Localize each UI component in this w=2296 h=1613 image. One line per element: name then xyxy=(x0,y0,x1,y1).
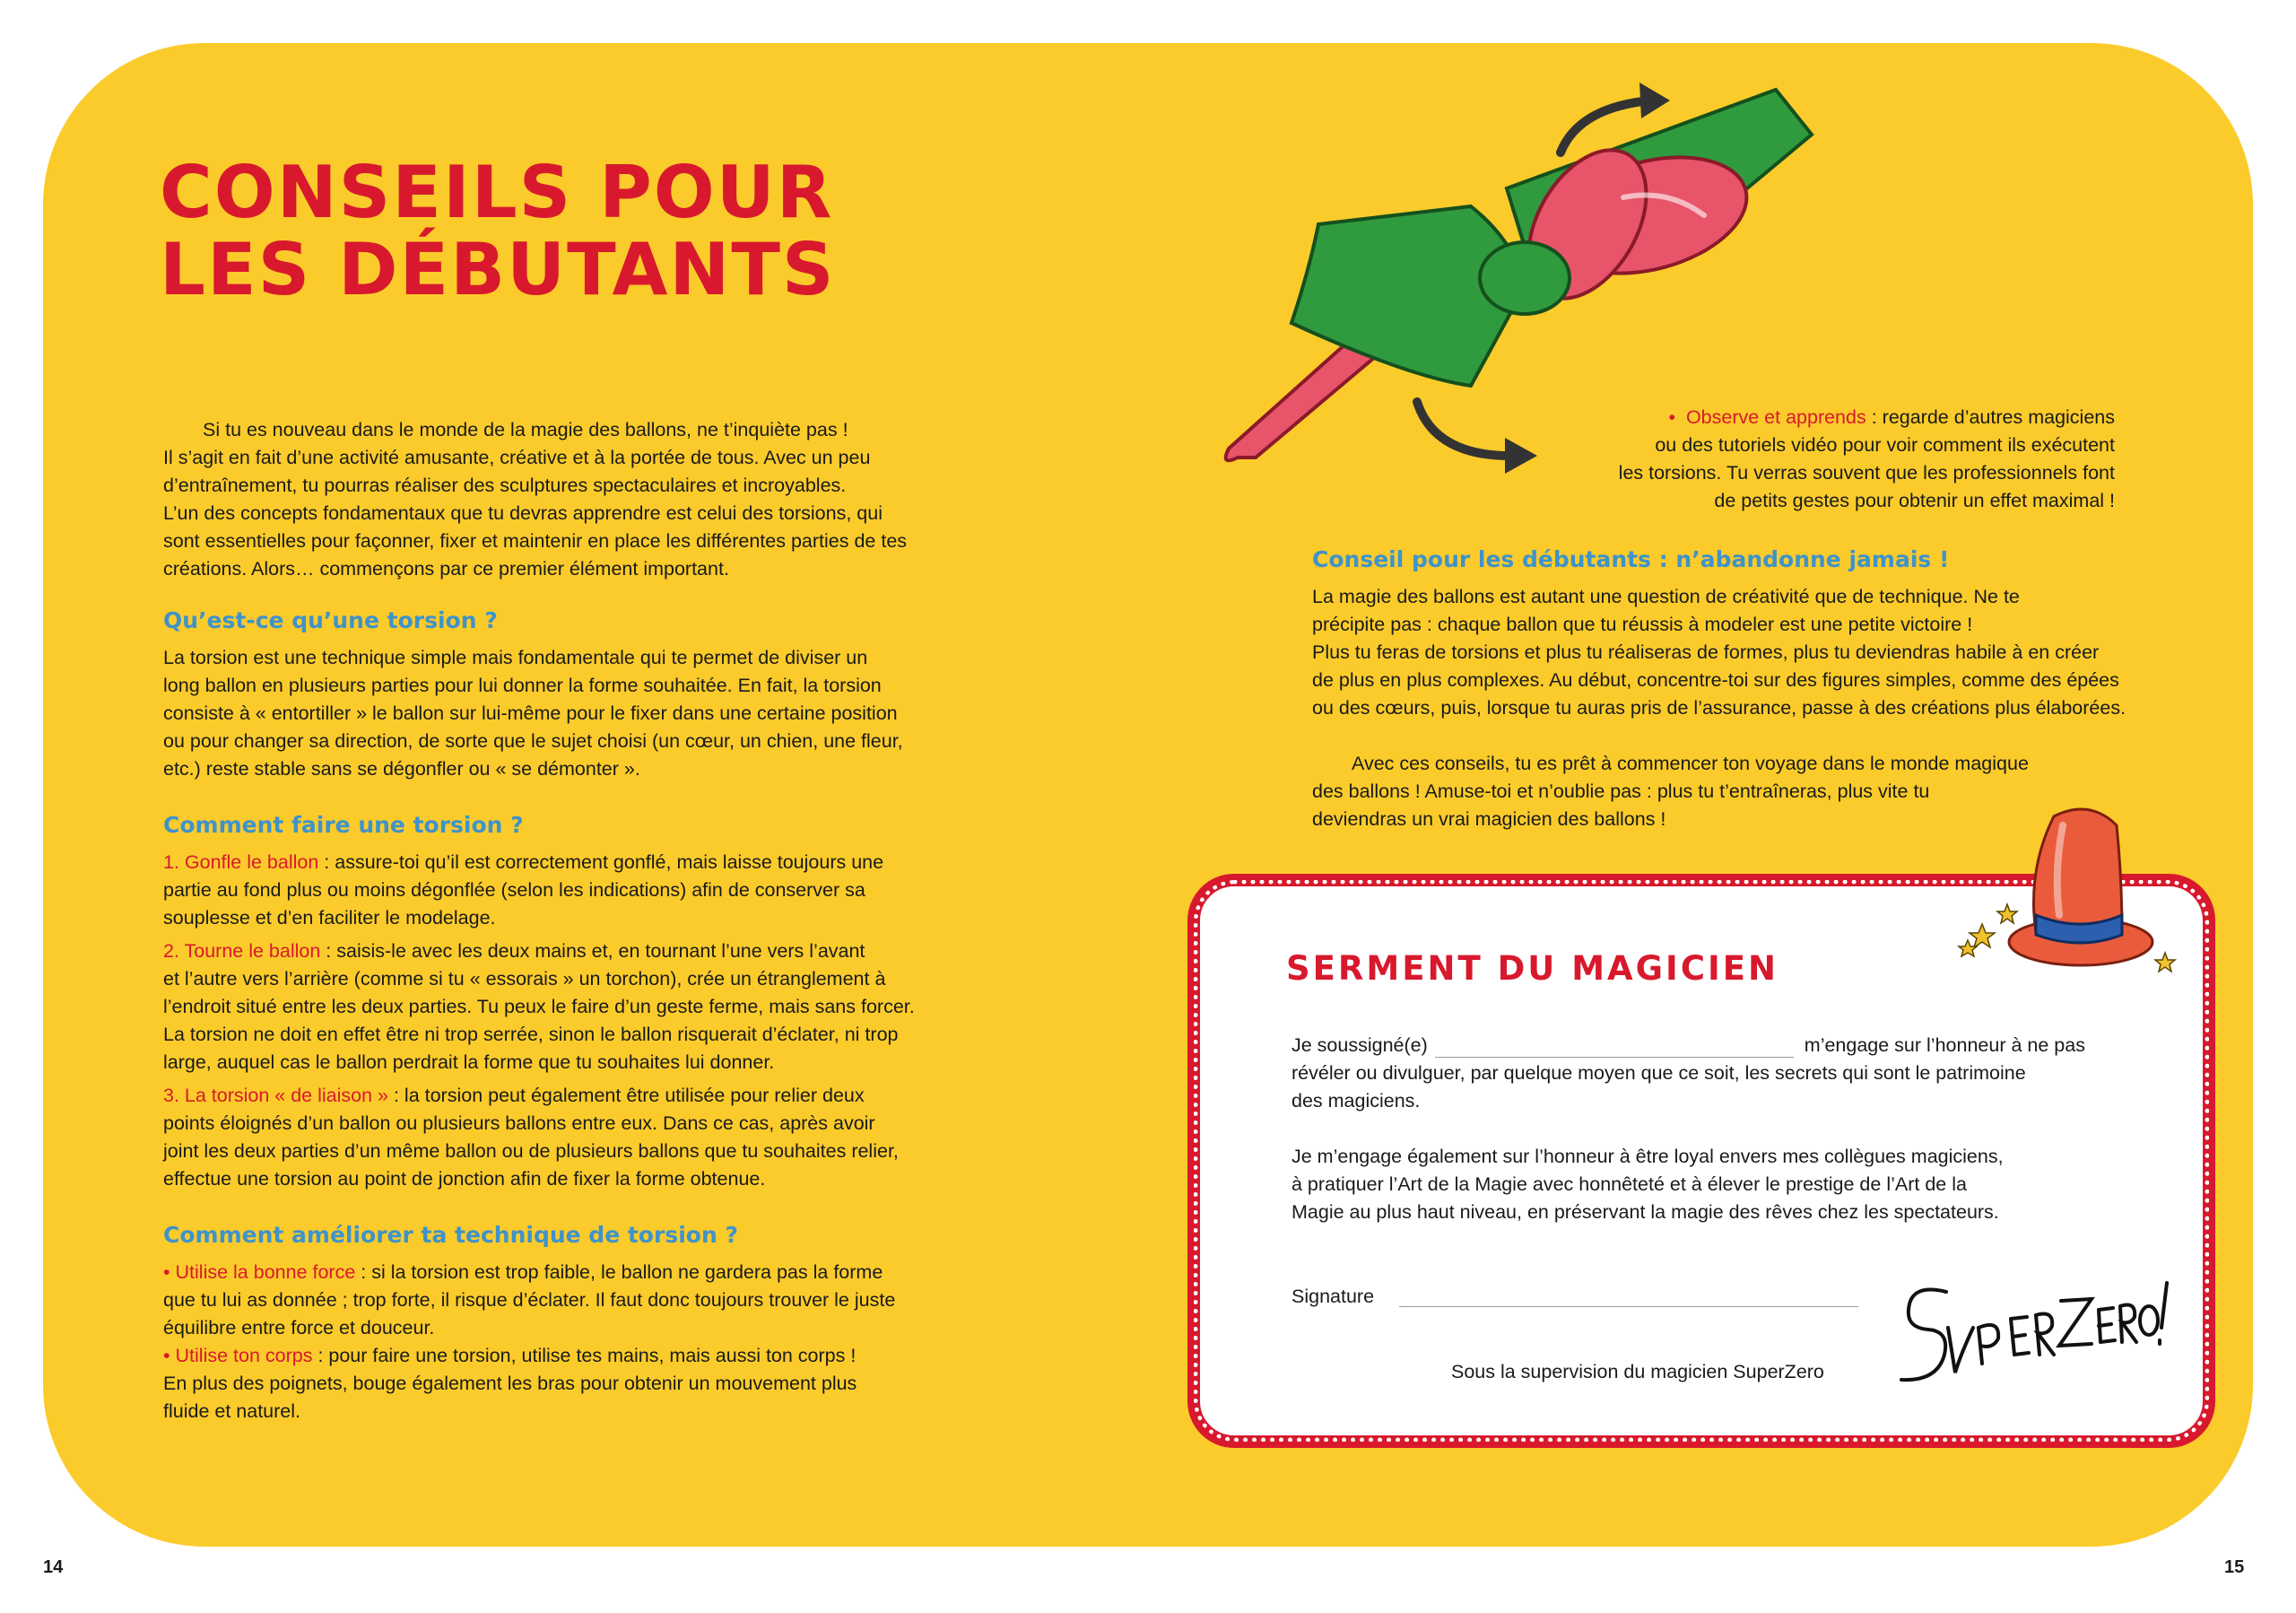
body-line: partie au fond plus ou moins dégonflée (selon les indications) afin de conserver sa xyxy=(163,879,865,901)
body-line: équilibre entre force et douceur. xyxy=(163,1317,435,1338)
page-number-right: 15 xyxy=(2224,1557,2245,1577)
body-line: etc.) reste stable sans se dégonfler ou « se démonter ». xyxy=(163,758,640,780)
oath-line: révéler ou divulguer, par quelque moyen que ce soit, les secrets qui sont le patrimoine xyxy=(1292,1062,2026,1084)
intro-line: Il s’agit en fait d’une activité amusante, créative et à la portée de tous. Avec un peu xyxy=(163,447,871,468)
body-line: long ballon en plusieurs parties pour lui donner la forme souhaitée. En fait, la torsion xyxy=(163,675,882,696)
body-line: deviendras un vrai magicien des ballons ! xyxy=(1312,808,1666,830)
page-title xyxy=(160,151,836,311)
bullet-1 xyxy=(163,1259,1006,1286)
body-line: Avec ces conseils, tu es prêt à commencer ton voyage dans le monde magique xyxy=(1352,753,2029,774)
step-1-label: 1. Gonfle le ballon xyxy=(163,851,319,873)
signature-label: Signature xyxy=(1292,1286,1375,1307)
step-3-text: : la torsion peut également être utilisée pour relier deux xyxy=(388,1085,865,1106)
section-heading-conseil: Conseil pour les débutants : n’abandonne jamais ! xyxy=(1312,546,1950,572)
body-line: La torsion est une technique simple mais fondamentale qui te permet de diviser un xyxy=(163,647,868,668)
body-line: effectue une torsion au point de jonction afin de fixer la forme obtenue. xyxy=(163,1168,766,1190)
step-1-text: : assure-toi qu’il est correctement gonflé, mais laisse toujours une xyxy=(318,851,884,873)
oath-line-1-start: Je soussigné(e) xyxy=(1292,1034,1428,1056)
section1-paragraph xyxy=(163,644,1006,783)
body-line: La magie des ballons est autant une question de créativité que de technique. Ne te xyxy=(1312,586,2020,607)
body-line: souplesse et d’en faciliter le modelage. xyxy=(163,907,496,929)
body-line: fluide et naturel. xyxy=(163,1400,300,1422)
body-line: que tu lui as donnée ; trop forte, il risque d’éclater. Il faut donc toujours trouver le juste xyxy=(163,1289,896,1311)
bullet-dot-icon: • xyxy=(1668,406,1686,428)
title-line-1: CONSEILS POUR xyxy=(160,151,834,234)
section2-steps xyxy=(163,849,1006,1193)
observe-text: : regarde d’autres magiciens xyxy=(1866,406,2115,428)
oath-title: SERMENT DU MAGICIEN xyxy=(1286,949,1779,988)
supervision-text: Sous la supervision du magicien SuperZero xyxy=(1451,1361,1824,1382)
body-line: précipite pas : chaque ballon que tu réussis à modeler est une petite victoire ! xyxy=(1312,614,1973,635)
section-heading-how-to: Comment faire une torsion ? xyxy=(163,812,524,838)
star-icon xyxy=(1997,904,2017,923)
oath-line: Je m’engage également sur l’honneur à être loyal envers mes collègues magiciens, xyxy=(1292,1146,2004,1167)
bullet-1-label: Utilise la bonne force xyxy=(175,1261,356,1283)
superzero-autograph xyxy=(1892,1274,2179,1399)
section-heading-torsion: Qu’est-ce qu’une torsion ? xyxy=(163,607,498,633)
star-icon xyxy=(1970,924,1995,947)
bullet-dot-icon: • xyxy=(163,1261,176,1283)
body-line: consiste à « entortiller » le ballon sur lui-même pour le fixer dans une certaine position xyxy=(163,702,898,724)
observe-label: Observe et apprends xyxy=(1685,406,1866,428)
section-heading-improve: Comment améliorer ta technique de torsion ? xyxy=(163,1222,738,1248)
intro-line: L’un des concepts fondamentaux que tu devras apprendre est celui des torsions, qui xyxy=(163,502,883,524)
intro-line: d’entraînement, tu pourras réaliser des sculptures spectaculaires et incroyables. xyxy=(163,475,847,496)
intro-line: sont essentielles pour façonner, fixer et maintenir en place les différentes parties de tes xyxy=(163,530,908,552)
body-line: et l’autre vers l’arrière (comme si tu « essorais » un torchon), crée un étranglement à xyxy=(163,968,886,990)
bullet-1-text: : si la torsion est trop faible, le ballon ne gardera pas la forme xyxy=(355,1261,883,1283)
body-line: les torsions. Tu verras souvent que les professionnels font xyxy=(1618,462,2115,484)
bullet-2-label: Utilise ton corps xyxy=(175,1345,313,1366)
conseil-paragraph xyxy=(1312,583,2209,833)
oath-line: des magiciens. xyxy=(1292,1090,1421,1112)
bullet-dot-icon: • xyxy=(163,1345,176,1366)
intro-line: créations. Alors… commençons par ce premier élément important. xyxy=(163,558,729,580)
step-2-text: : saisis-le avec les deux mains et, en tournant l’une vers l’avant xyxy=(320,940,865,962)
step-2 xyxy=(163,937,1006,965)
step-3-label: 3. La torsion « de liaison » xyxy=(163,1085,388,1106)
body-line: joint les deux parties d’un même ballon ou de plusieurs ballons que tu souhaites relier, xyxy=(163,1140,899,1162)
bullet-2 xyxy=(163,1342,1006,1370)
body-line: ou des cœurs, puis, lorsque tu auras pris de l’assurance, passe à des créations plus élaborées. xyxy=(1312,697,2126,719)
name-field-line[interactable] xyxy=(1435,1057,1794,1058)
observe-paragraph xyxy=(1426,404,2115,515)
body-line: des ballons ! Amuse-toi et n’oublie pas : plus tu t’entraîneras, plus vite tu xyxy=(1312,780,1930,802)
page-number-left: 14 xyxy=(43,1557,64,1577)
body-line: de plus en plus complexes. Au début, concentre-toi sur des figures simples, comme des épées xyxy=(1312,669,2119,691)
oath-line-1 xyxy=(1292,1032,2188,1059)
oath-paragraph-2 xyxy=(1292,1143,2188,1226)
body-line: l’endroit situé entre les deux parties. Tu peux le faire d’un geste ferme, mais sans forcer. xyxy=(163,996,915,1017)
body-line: ou des tutoriels vidéo pour voir comment ils exécutent xyxy=(1655,434,2115,456)
signature-field-line[interactable] xyxy=(1399,1306,1858,1307)
oath-line: à pratiquer l’Art de la Magie avec honnêteté et à élever le prestige de l’Art de la xyxy=(1292,1173,1967,1195)
oath-paragraph-1 xyxy=(1292,1032,2188,1115)
body-line: ou pour changer sa direction, de sorte que le sujet choisi (un cœur, un chien, une fleur, xyxy=(163,730,903,752)
magic-hat-illustration xyxy=(1946,798,2197,1014)
body-line: de petits gestes pour obtenir un effet maximal ! xyxy=(1714,490,2115,511)
observe-line-1 xyxy=(1426,404,2115,432)
section3-bullets xyxy=(163,1259,1006,1426)
body-line: En plus des poignets, bouge également les bras pour obtenir un mouvement plus xyxy=(163,1373,857,1394)
intro-line: Si tu es nouveau dans le monde de la magie des ballons, ne t’inquiète pas ! xyxy=(203,419,848,440)
star-icon xyxy=(2155,953,2175,972)
bullet-2-text: : pour faire une torsion, utilise tes mains, mais aussi ton corps ! xyxy=(312,1345,857,1366)
star-icon xyxy=(1959,940,1977,956)
step-1 xyxy=(163,849,1006,876)
body-line: Plus tu feras de torsions et plus tu réaliseras de formes, plus tu deviendras habile à en créer xyxy=(1312,641,2100,663)
intro-paragraph xyxy=(163,416,1006,583)
body-line: large, auquel cas le ballon perdrait la forme que tu souhaites lui donner. xyxy=(163,1051,775,1073)
step-3 xyxy=(163,1082,1006,1110)
oath-line-1-end: m’engage sur l’honneur à ne pas xyxy=(1804,1034,2085,1056)
body-line: La torsion ne doit en effet être ni trop serrée, sinon le ballon risquerait d’éclater, ni trop xyxy=(163,1024,899,1045)
step-2-label: 2. Tourne le ballon xyxy=(163,940,321,962)
oath-line: Magie au plus haut niveau, en préservant la magie des rêves chez les spectateurs. xyxy=(1292,1201,1999,1223)
title-line-2: LES DÉBUTANTS xyxy=(160,228,836,311)
body-line: points éloignés d’un ballon ou plusieurs ballons entre eux. Dans ce cas, après avoir xyxy=(163,1112,875,1134)
